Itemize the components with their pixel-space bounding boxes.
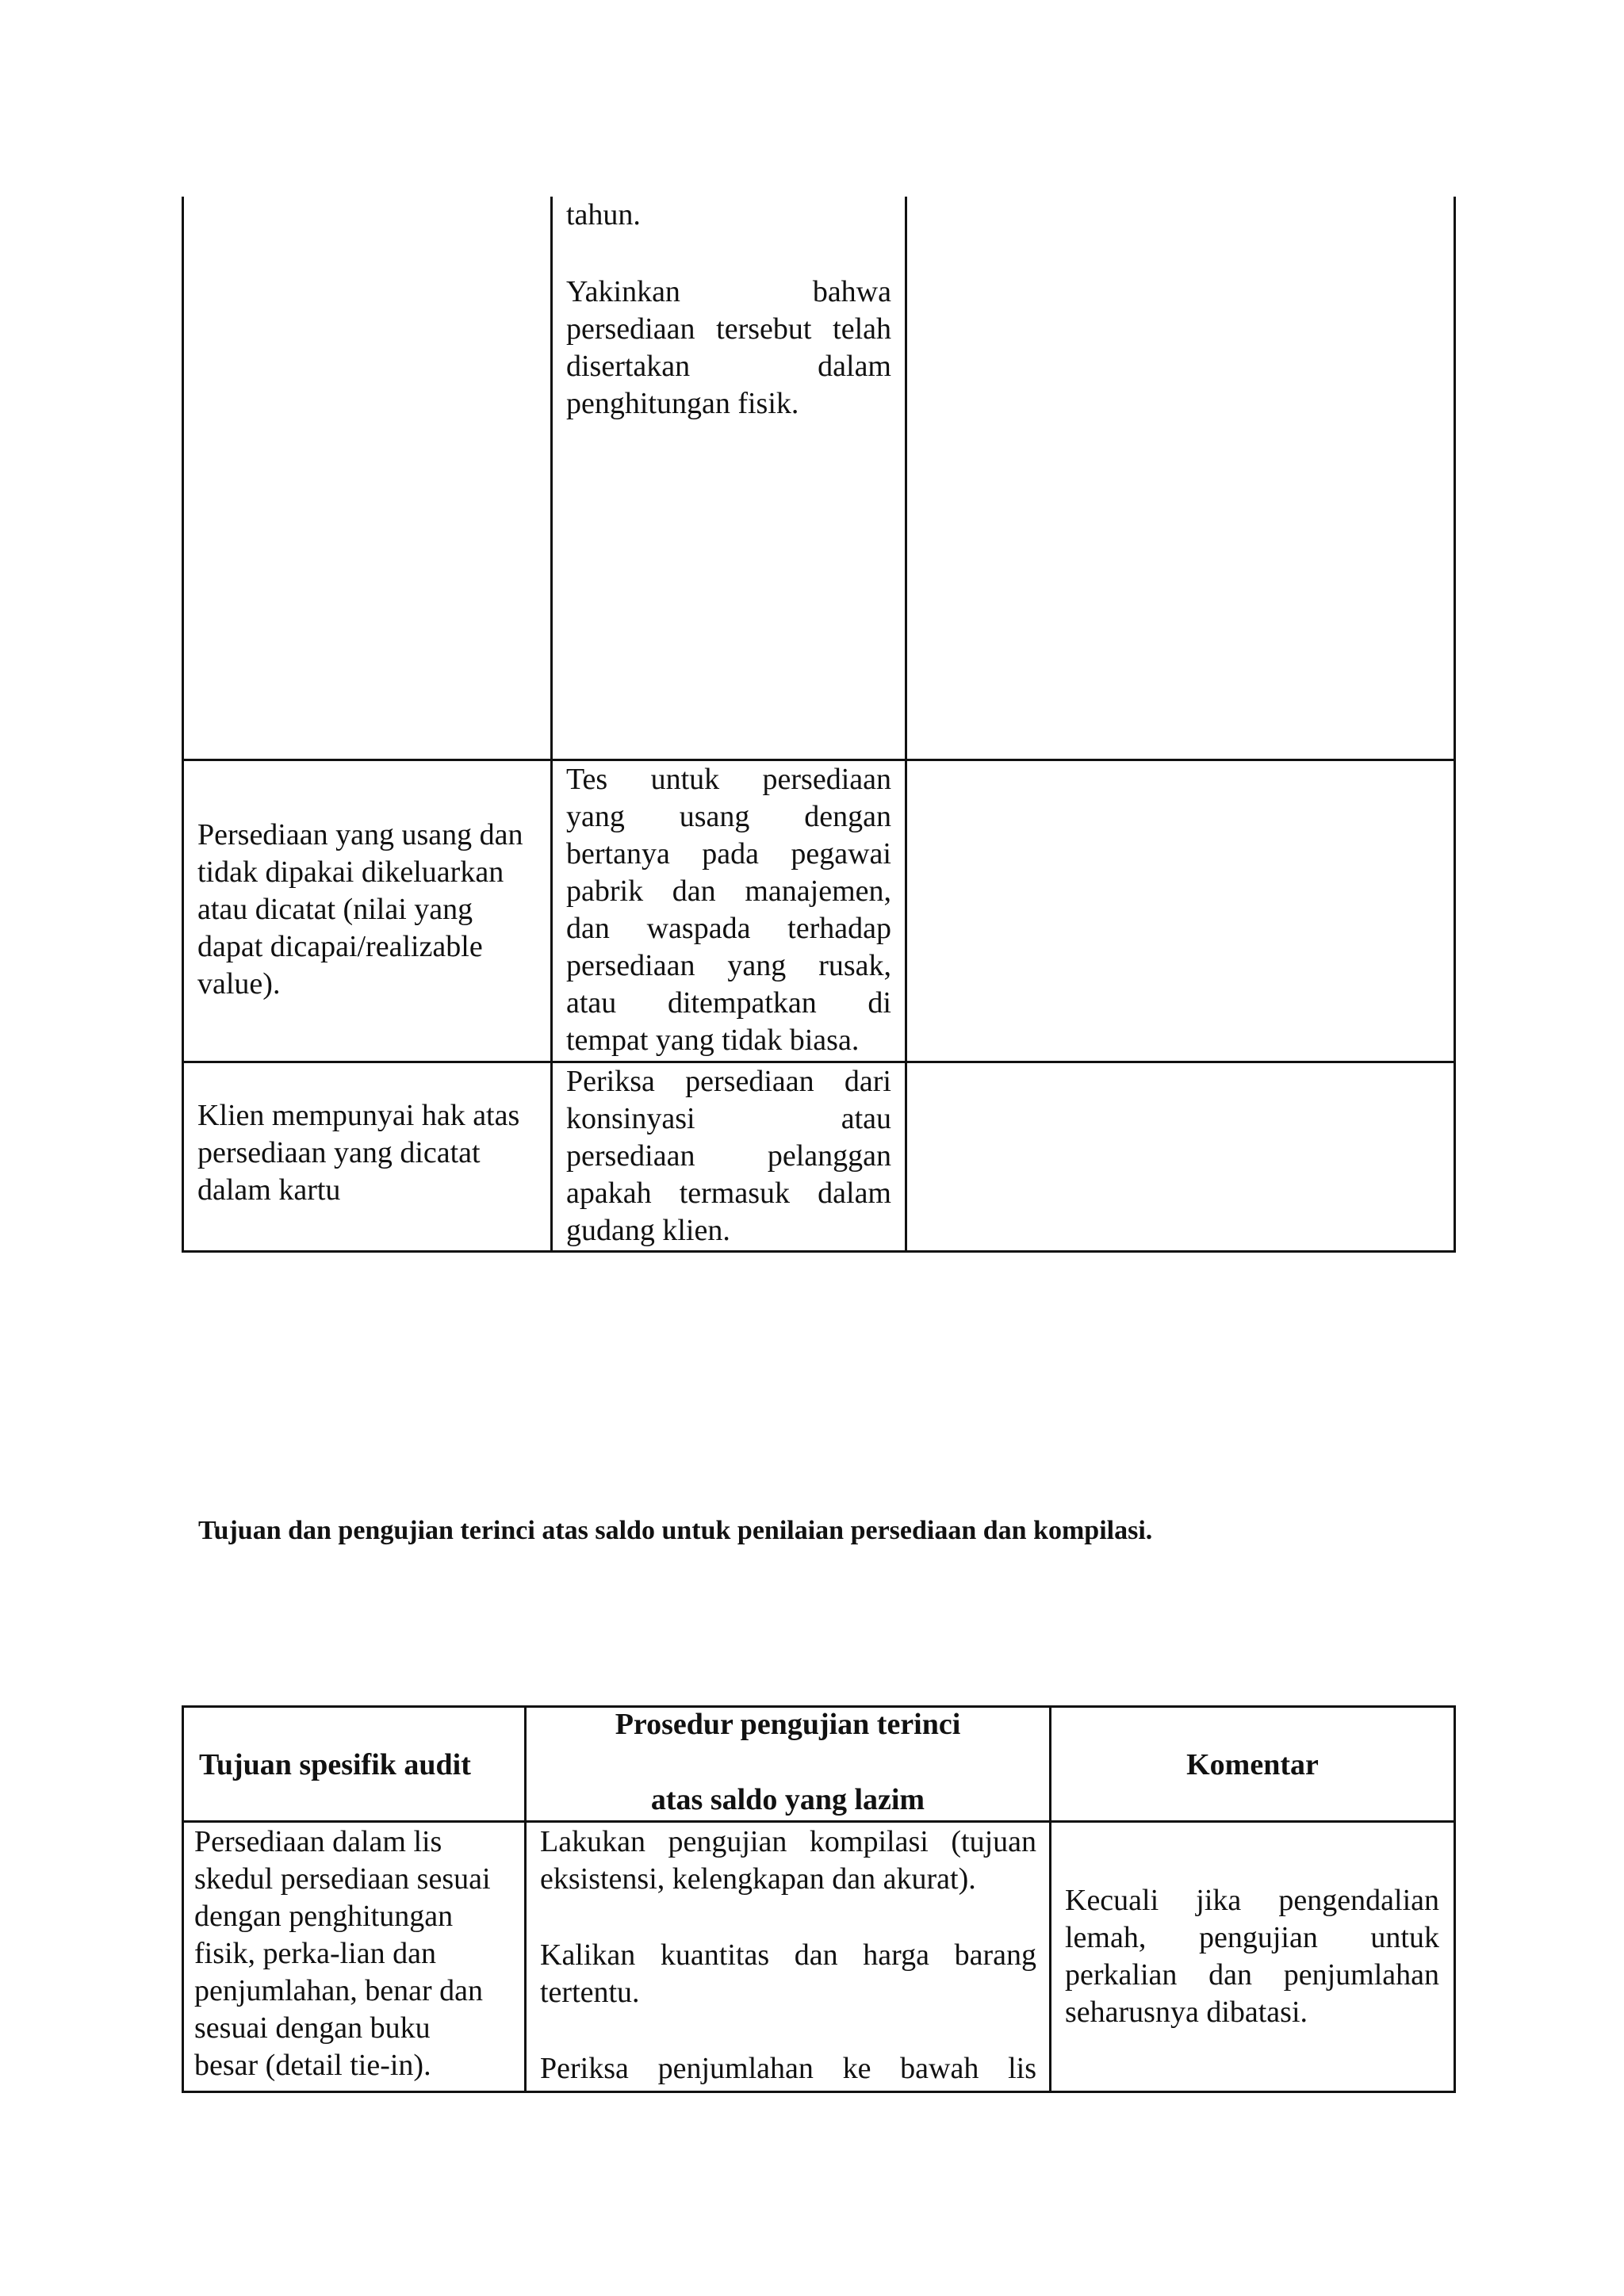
table2-header-procedure-line2: atas saldo yang lazim [650, 1783, 925, 1816]
procedure-line: atau ditempatkan di [566, 986, 891, 1020]
table1-row3-objective [197, 1097, 538, 1209]
objective-line: Persediaan dalam lis [194, 1825, 442, 1858]
procedure-line: Yakinkan bahwa [566, 275, 891, 308]
objective-line: dengan penghitungan [194, 1900, 454, 1933]
table1-divider-1 [550, 197, 553, 1253]
table1-row2-procedure [566, 761, 891, 1059]
table1-divider-2 [905, 197, 907, 1253]
table2-header-procedure-line1: Prosedur pengujian terinci [615, 1708, 961, 1741]
table2-divider-1 [524, 1705, 527, 2093]
procedure-line: apakah termasuk dalam [566, 1177, 891, 1210]
comment-line: Kecuali jika pengendalian [1065, 1884, 1439, 1917]
objective-line: persediaan yang dicatat [197, 1136, 481, 1169]
procedure-line: persediaan tersebut telah [566, 312, 891, 346]
table1-border-bottom [182, 1250, 1456, 1253]
table1-row3-procedure [566, 1063, 891, 1249]
audit-table-valuation [182, 1705, 1456, 2093]
table2-row-objective [194, 1823, 519, 2084]
table2-header-comment: Komentar [1186, 1748, 1319, 1781]
section-heading: Tujuan dan pengujian terinci atas saldo untuk penilaian persediaan dan kompilasi. [198, 1516, 1153, 1545]
table1-border-left [182, 197, 184, 1253]
table1-row1-procedure [566, 197, 891, 423]
objective-line: skedul persediaan sesuai [194, 1862, 491, 1896]
objective-line: dalam kartu [197, 1173, 341, 1207]
procedure-line: disertakan dalam [566, 350, 891, 383]
table1-border-right [1454, 197, 1456, 1253]
procedure-line: tempat yang tidak biasa. [566, 1024, 860, 1057]
procedure-line: tertentu. [540, 1976, 640, 2009]
procedure-line: Tes untuk persediaan [566, 763, 891, 796]
objective-line: value). [197, 967, 281, 1001]
procedure-line: Periksa persediaan dari [566, 1065, 891, 1098]
table2-header-divider [182, 1820, 1456, 1823]
procedure-line: Kalikan kuantitas dan harga barang [540, 1938, 1036, 1972]
comment-line: lemah, pengujian untuk [1065, 1921, 1439, 1954]
objective-line: atau dicatat (nilai yang [197, 893, 473, 926]
procedure-line: dan waspada terhadap [566, 912, 891, 945]
procedure-line: konsinyasi atau [566, 1102, 891, 1135]
procedure-line: pabrik dan manajemen, [566, 874, 891, 908]
objective-line: penjumlahan, benar dan [194, 1974, 484, 2007]
procedure-line: Periksa penjumlahan ke bawah lis [540, 2052, 1036, 2085]
objective-line: Klien mempunyai hak atas [197, 1099, 520, 1132]
comment-line: seharusnya dibatasi. [1065, 1996, 1308, 2029]
table2-row-procedure [540, 1823, 1036, 2087]
procedure-line: bertanya pada pegawai [566, 837, 891, 871]
procedure-line: persediaan yang rusak, [566, 949, 891, 982]
procedure-line: penghitungan fisik. [566, 387, 799, 420]
objective-line: besar (detail tie-in). [194, 2049, 431, 2082]
table1-row2-objective [197, 817, 538, 1003]
procedure-line: persediaan pelanggan [566, 1139, 891, 1173]
audit-table-continuation [182, 197, 1456, 1253]
objective-line: tidak dipakai dikeluarkan [197, 855, 504, 889]
objective-line: Persediaan yang usang dan [197, 818, 523, 851]
procedure-line: eksistensi, kelengkapan dan akurat). [540, 1862, 976, 1896]
table2-header-objective: Tujuan spesifik audit [199, 1748, 471, 1781]
procedure-line: gudang klien. [566, 1214, 730, 1247]
procedure-line: Lakukan pengujian kompilasi (tujuan [540, 1825, 1036, 1858]
objective-line: dapat dicapai/realizable [197, 930, 483, 963]
table2-row-comment [1065, 1882, 1439, 2031]
procedure-line: yang usang dengan [566, 800, 891, 833]
procedure-line: tahun. [566, 198, 641, 232]
objective-line: fisik, perka-lian dan [194, 1937, 436, 1970]
objective-line: sesuai dengan buku [194, 2011, 431, 2045]
comment-line: perkalian dan penjumlahan [1065, 1958, 1439, 1992]
